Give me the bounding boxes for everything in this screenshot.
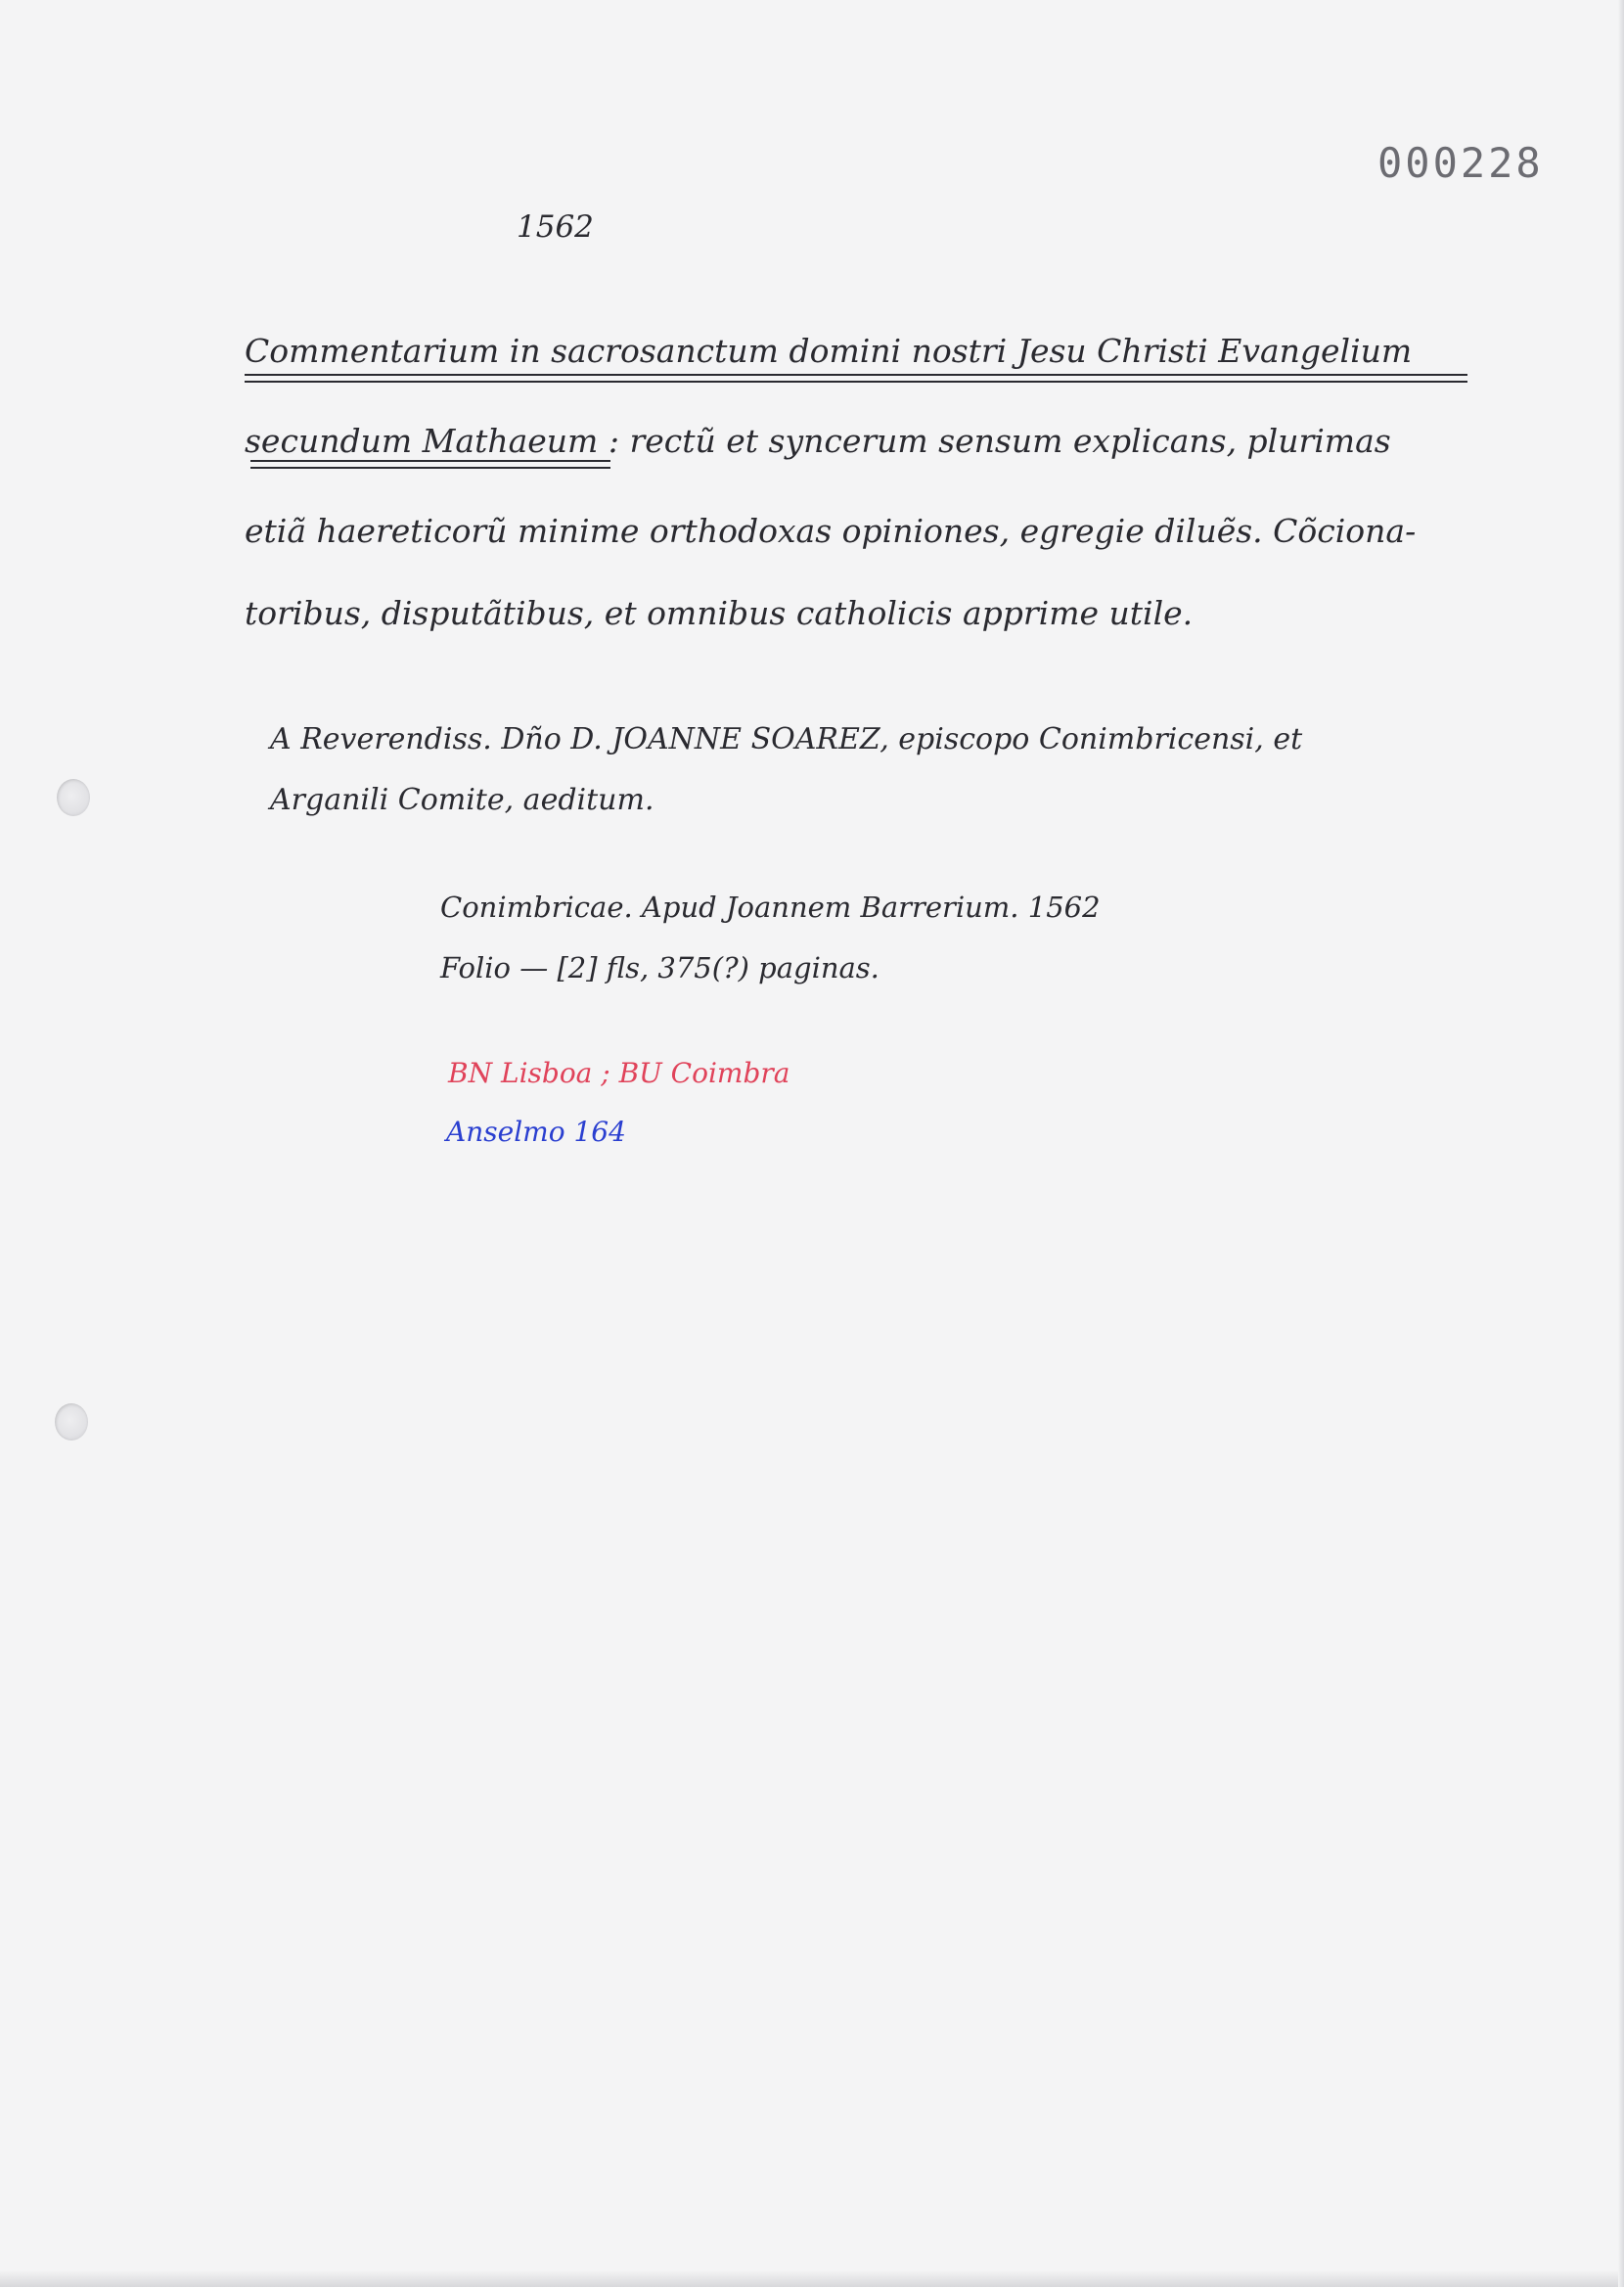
author-line-2: Arganili Comite, aeditum. — [270, 783, 654, 817]
title-line-3: etiã haereticorũ minime orthodoxas opiniones, egregie diluẽs. Cõciona- — [245, 512, 1417, 550]
title-line-2-underline-bottom — [250, 467, 610, 469]
author-line-1: A Reverendiss. Dño D. JOANNE SOAREZ, episcopo Conimbricensi, et — [270, 722, 1303, 756]
title-line-2: secundum Mathaeum : rectũ et syncerum sensum explicans, plurimas — [245, 422, 1391, 460]
title-double-underline-bottom — [245, 381, 1467, 383]
title-line-4: toribus, disputãtibus, et omnibus catholicis apprime utile. — [245, 594, 1194, 632]
holdings-note: BN Lisboa ; BU Coimbra — [448, 1057, 790, 1089]
publication-year: 1562 — [517, 209, 594, 245]
punch-hole-upper — [57, 779, 90, 816]
archive-stamp-number: 000228 — [1377, 139, 1544, 187]
title-line-1: Commentarium in sacrosanctum domini nostri Jesu Christi Evangelium — [245, 332, 1413, 370]
bibliographic-reference: Anselmo 164 — [446, 1116, 626, 1148]
title-line-2-underline-top — [250, 460, 610, 462]
format-line: Folio — [2] fls, 375(?) paginas. — [440, 951, 880, 984]
title-double-underline-top — [245, 374, 1467, 376]
page-bottom-edge — [0, 2271, 1624, 2287]
imprint-line: Conimbricae. Apud Joannem Barrerium. 1562 — [440, 891, 1101, 924]
punch-hole-lower — [55, 1403, 88, 1441]
